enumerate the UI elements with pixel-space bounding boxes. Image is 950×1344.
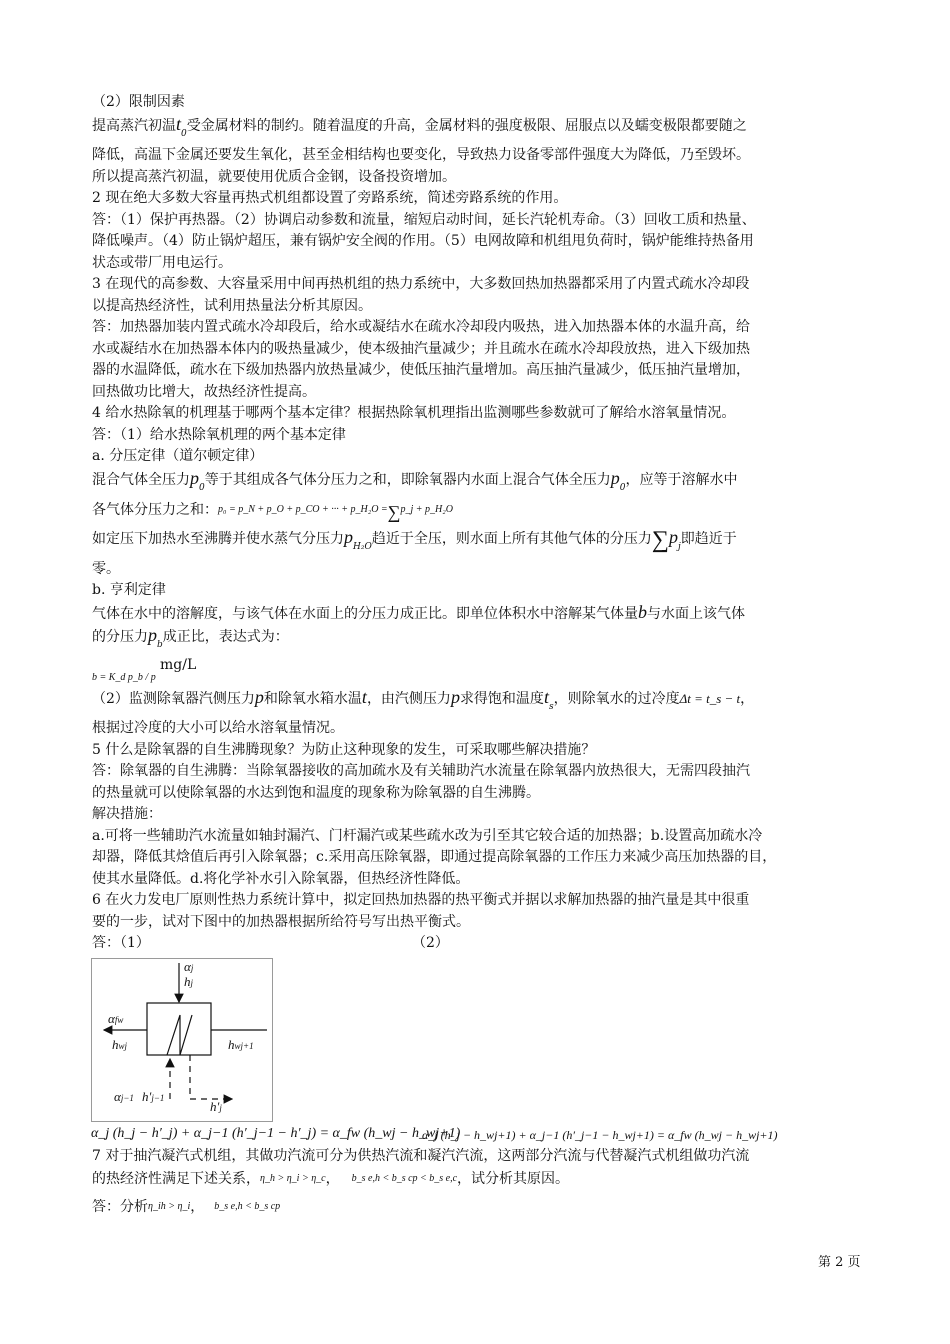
page-number: 第 2 页	[818, 1255, 861, 1270]
question-7-block	[92, 1146, 888, 1218]
question-7: 7 对于抽汽凝汽式机组，其做功汽流可分为供热汽流和凝汽汽流，这两部分汽流与代替凝汽式机组做功汽流	[92, 1148, 750, 1164]
text-line: 的热量就可以使除氧器的水达到饱和温度的现象称为除氧器的自生沸腾。	[92, 784, 540, 801]
text-line: 解决措施：	[92, 806, 162, 823]
heat-balance-eq-2: α_j (h_j − h_wj+1) + α_j−1 (h′_j−1 − h_wj+1) = α_fw (h_wj − h_wj+1)	[422, 1128, 778, 1142]
text-line: 答：（1）保护再热器。（2）协调启动参数和流量，缩短启动时间，延长汽轮机寿命。（3）回收工质和热量、	[92, 211, 756, 228]
text-line: 答：加热器加装内置式疏水冷却段后，给水或凝结水在疏水冷却段内吸热，进入加热器本体的水温升高，给	[92, 319, 750, 335]
text-line: 状态或带厂用电运行。	[92, 254, 232, 271]
label-alpha-j: αj	[184, 959, 194, 974]
document-page	[92, 92, 888, 955]
text-line: 的热经济性满足下述关系，η_h > η_i > η_c， b_s e,h < b_s cp < b_s e,c，试分析其原因。	[92, 1170, 570, 1187]
question-6: 6 在火力发电厂原则性热力系统计算中，拟定回热加热器的热平衡式并据以求解加热器的抽汽量是其中很重	[92, 892, 750, 909]
text-line: 所以提高蒸汽初温，就要使用优质合金钢，设备投资增加。	[92, 168, 456, 185]
label-h-j-prime: h′j	[210, 1099, 222, 1114]
text-line: 答：除氧器的自生沸腾：当除氧器接收的高加疏水及有关辅助汽水流量在除氧器内放热很大，无需四段抽汽	[92, 763, 750, 780]
question-2: 2 现在绝大多数大容量再热式机组都设置了旁路系统，简述旁路系统的作用。	[92, 190, 568, 206]
text-line: 根据过冷度的大小可以给水溶氧量情况。	[92, 720, 344, 737]
text-line: 降低，高温下金属还要发生氧化，甚至金相结构也要变化，导致热力设备零部件强度大为降低，乃至毁坏。	[92, 147, 750, 163]
text-line: 答：（1） （2）	[92, 935, 449, 952]
text-line: 如定压下加热水至沸腾并使水蒸气分压力$p_{H_2O}$趋近于全压，则水面上所有其他气体的分压力$\sum p_j$即趋近于	[92, 527, 737, 554]
question-4: 4 给水热除氧的机理基于哪两个基本定律？根据热除氧机理指出监测哪些参数就可了解给水溶氧量情况。	[92, 405, 736, 421]
label-alpha-fw: αfw	[108, 1011, 124, 1026]
drain-out-line	[190, 1055, 232, 1099]
text-line: 混合气体全压力$p_0$等于其组成各气体分压力之和，即除氧器内水面上混合气体全压力$p_0$，应等于溶解水中	[92, 467, 738, 493]
text-line: 答：分析η_ih > η_i， b_s e,h < b_s cp	[92, 1198, 281, 1215]
text-line: 水或凝结水在加热器本体内的吸热量减少，使本级抽汽量减少；并且疏水在疏水冷却段放热，进入下级加热	[92, 340, 750, 357]
question-5: 5 什么是除氧器的自生沸腾现象？为防止这种现象的发生，可采取哪些解决措施？	[92, 741, 596, 758]
text-line: 以提高热经济性，试利用热量法分析其原因。	[92, 297, 372, 314]
label-h-j1-prime: h′j−1	[142, 1089, 165, 1104]
text-line: 各气体分压力之和：p₀ = p_N + p_O + p_CO + ··· + p_H₂O =∑p_j + p_H₂O	[92, 499, 888, 523]
text-line: 使其水量降低。d.将化学补水引入除氧器，但热经济性降低。	[92, 870, 470, 887]
text-line: （2）监测除氧器汽侧压力p和除氧水箱水温t，由汽侧压力p求得饱和温度$t_s$，则除氧水的过冷度Δt = t_s − t，	[92, 686, 755, 712]
label-h-wj: hwj	[112, 1037, 128, 1052]
henry-formula: b = K_d p_b / p mg/L	[92, 656, 197, 683]
label-alpha-j1: αj−1	[114, 1089, 134, 1104]
text-line: 气体在水中的溶解度，与该气体在水面上的分压力成正比。即单位体积水中溶解某气体量b与水面上该气体	[92, 601, 745, 622]
text-line: 要的一步，试对下图中的加热器根据所给符号写出热平衡式。	[92, 913, 470, 930]
text-line: a.可将一些辅助汽水流量如轴封漏汽、门杆漏汽或某些疏水改为引至其它较合适的加热器；b.设置高加疏水冷	[92, 827, 763, 844]
dalton-formula: p₀ = p_N + p_O + p_CO + ··· + p_H₂O =	[218, 504, 388, 515]
text-line: 的分压力$p_b$成正比，表达式为：	[92, 625, 289, 651]
text-line: a. 分压定律（道尔顿定律）	[92, 448, 264, 464]
text-line: 零。	[92, 560, 120, 577]
heat-balance-eq-1: α_j (h_j − h′_j) + α_j−1 (h′_j−1 − h′_j) = α_fw (h_wj − h_wj+1)	[91, 1126, 461, 1141]
text-line: 答：（1）给水热除氧机理的两个基本定律	[92, 426, 346, 443]
question-3: 3 在现代的高参数、大容量采用中间再热机组的热力系统中，大多数回热加热器都采用了内置式疏水冷却段	[92, 276, 750, 292]
text-line: 提高蒸汽初温$t_0$受金属材料的制约。随着温度的升高，金属材料的强度极限、屈服点以及蠕变极限都要随之	[92, 113, 747, 139]
heater-body	[147, 1003, 211, 1055]
heater-diagram	[91, 958, 273, 1122]
text-line: 回热做功比增大，故热经济性提高。	[92, 383, 316, 400]
text-line: 降低噪声。（4）防止锅炉超压，兼有锅炉安全阀的作用。（5）电网故障和机组甩负荷时，锅炉能维持热备用	[92, 233, 754, 249]
text-line: 却器，降低其焓值后再引入除氧器；c.采用高压除氧器，即通过提高除氧器的工作压力来减少高压加热器的目，	[92, 849, 777, 866]
text-line: b. 亨利定律	[92, 582, 166, 599]
text-line: 器的水温降低，疏水在下级加热器内放热量减少，使低压抽汽量增加。高压抽汽量减少，低压抽汽量增加，	[92, 362, 750, 378]
label-h-wj1: hwj+1	[228, 1037, 254, 1052]
text-line: （2）限制因素	[92, 94, 185, 110]
label-h-j: hj	[184, 974, 194, 989]
